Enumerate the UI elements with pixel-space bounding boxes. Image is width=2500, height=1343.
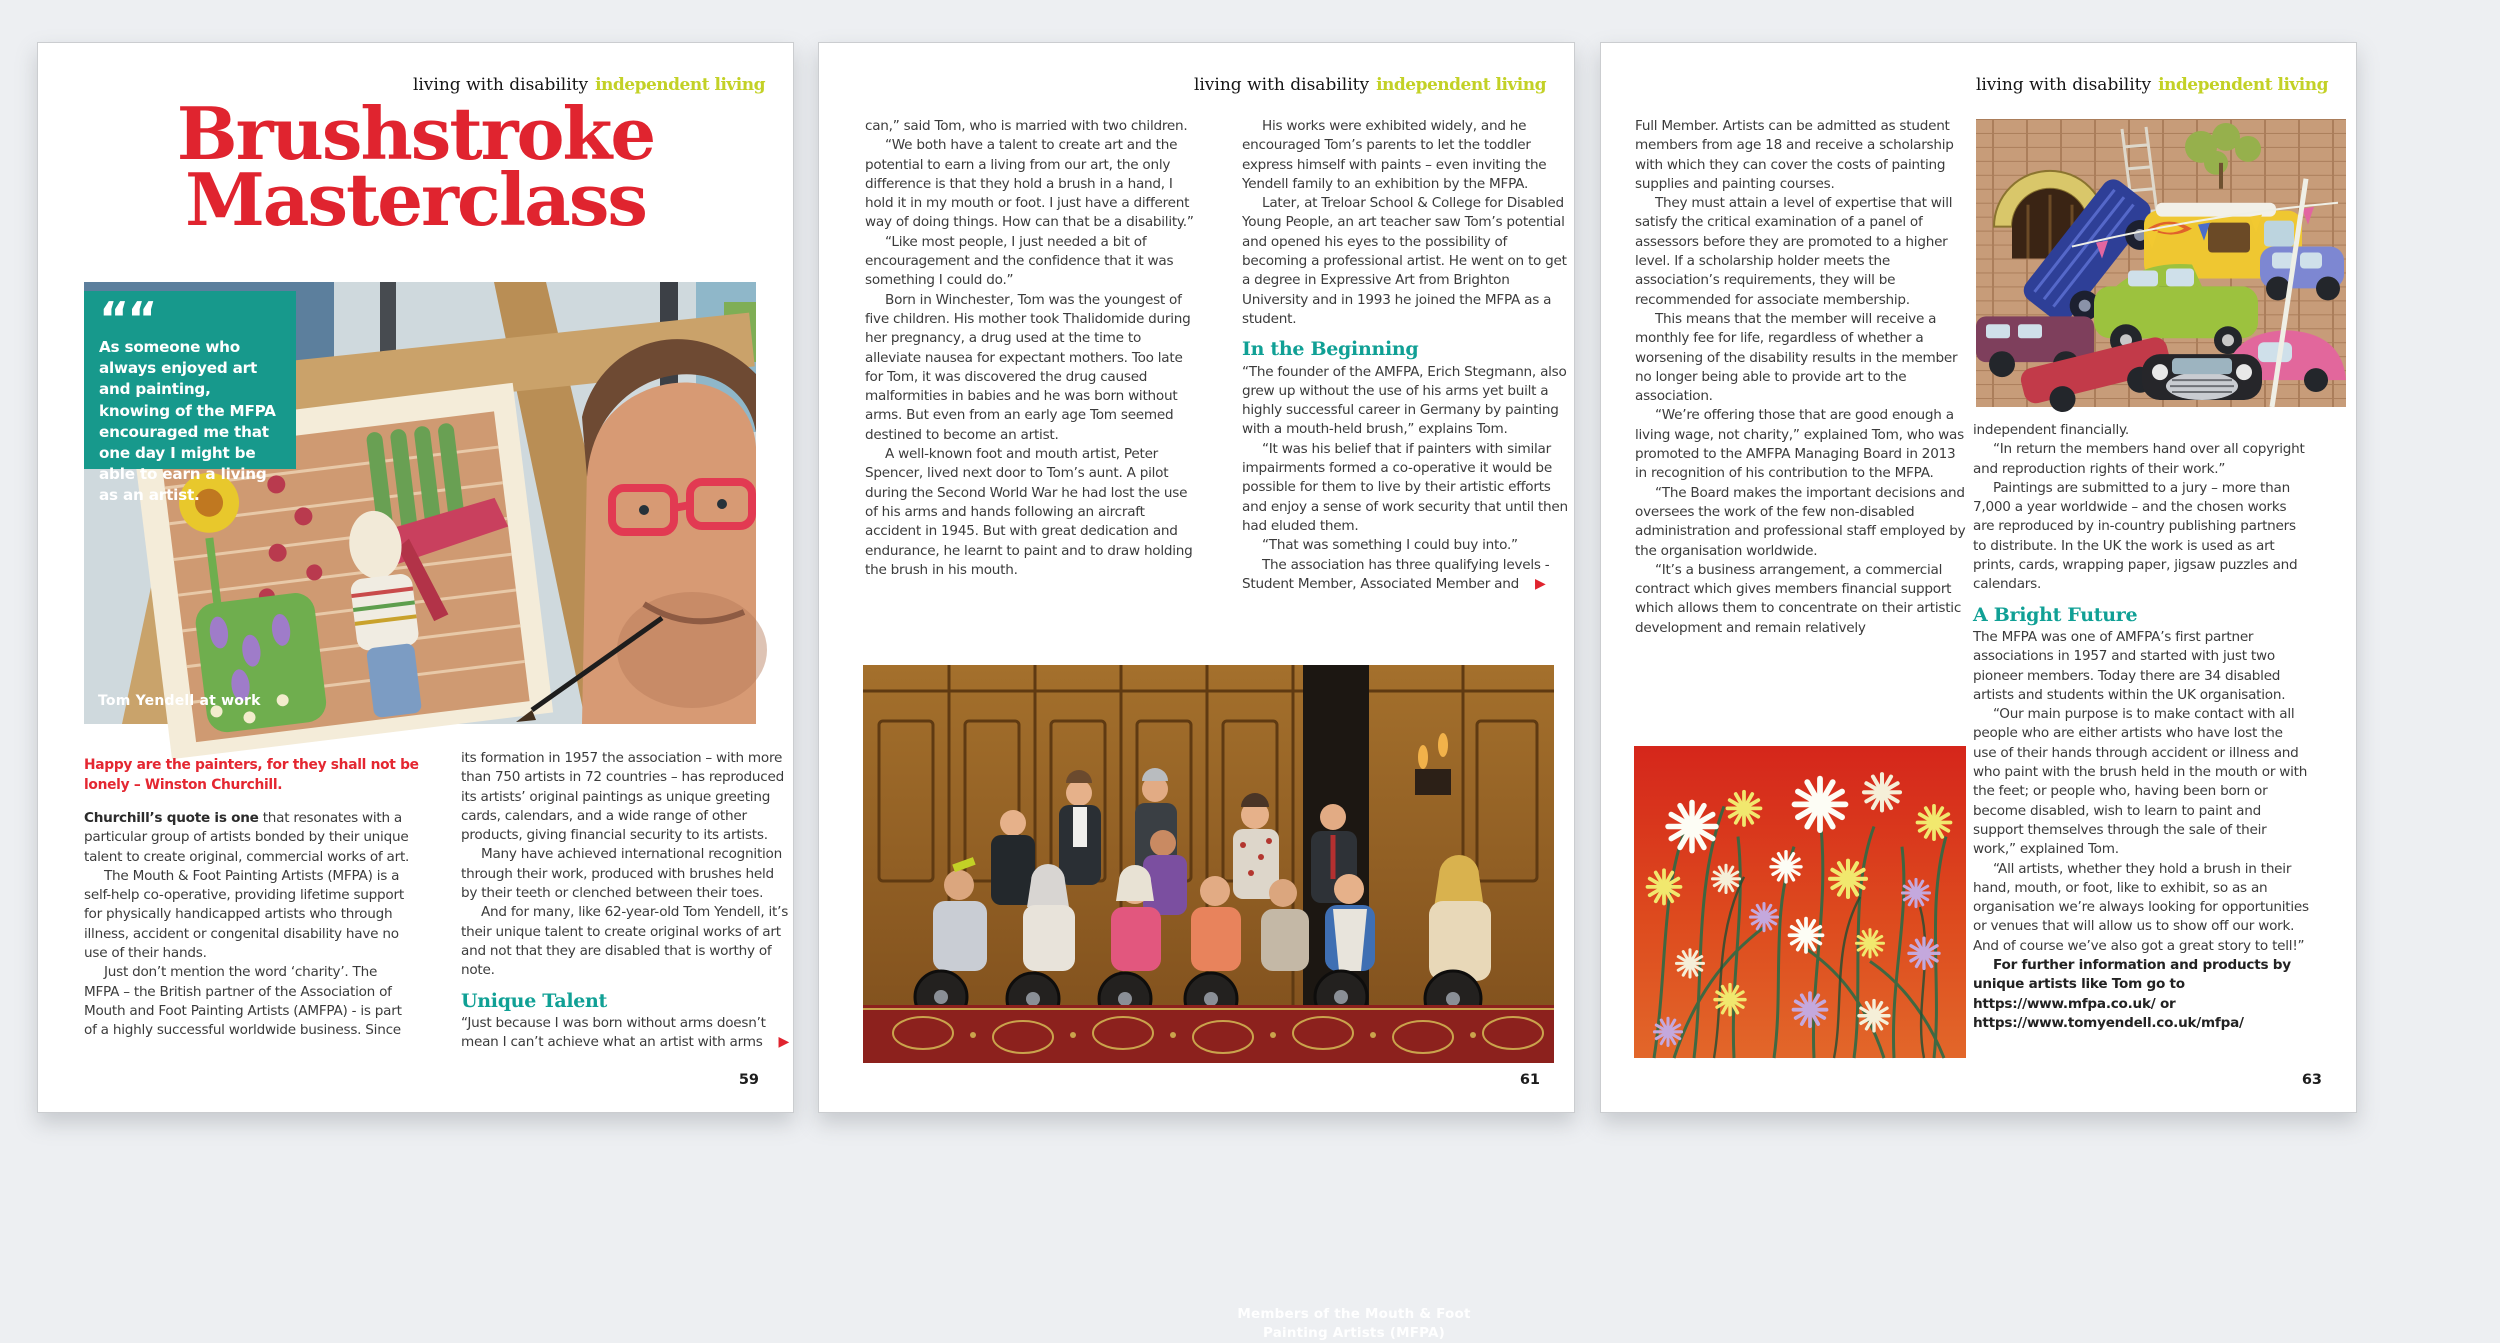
paragraph: They must attain a level of expertise that will satisfy the critical examination of a panel of assessors before they are promoted to a higher level. If a scholarship holder meets the association’s requirements, they will be recommended for associate membership. [1635, 195, 1953, 308]
paragraph-text: The association has three qualifying levels - Student Member, Associated Member and [1242, 556, 1550, 592]
page-number: 59 [738, 1072, 759, 1088]
page1-column1 [84, 809, 416, 1041]
subhead-unique-talent: Unique Talent [461, 989, 608, 1012]
quote-mark-icon: ““ [99, 292, 156, 346]
magazine-page-59 [37, 42, 794, 1113]
paragraph: His works were exhibited widely, and he encouraged Tom’s parents to let the toddler express himself with paints – even inviting the Yendell family to an exhibition by the MFPA. [1242, 118, 1547, 192]
red-flower-painting-art [1634, 746, 1966, 1058]
paragraph: “It was his belief that if painters with similar impairments formed a co-operative it would be possible for them to live by their artistic efforts and enjoy a sense of work security that until then had eluded them. [1242, 440, 1568, 534]
paragraph: Later, at Treloar School & College for Disabled Young People, an art teacher saw Tom’s potential and opened his eyes to the possibility of becoming a professional artist. He went on to get a degree in Expressive Art from Brighton University and in 1993 he joined the MFPA as a student. [1242, 195, 1567, 327]
lead-in-bold: Churchill’s quote is one [84, 810, 259, 826]
article-title-line1: Brushstroke [176, 91, 655, 176]
section-header [1976, 75, 2328, 95]
paragraph: Paintings are submitted to a jury – more than 7,000 a year worldwide – and the chosen works are reproduced by in-country publishing partners to distribute. In the UK the work is used as art prints, cards, wrapping paper, jigsaw puzzles and calendars. [1973, 479, 2298, 593]
paragraph: Born in Winchester, Tom was the youngest of five children. His mother took Thalidomide during her pregnancy, a drug used at the time to alleviate nausea for expectant mothers. Too late for Tom, it was discovered the drug caused malformities in babies and he was born without arms. But even from an early age Tom seemed destined to become an artist. [865, 291, 1191, 443]
paragraph: A well-known foot and mouth artist, Peter Spencer, lived next door to Tom’s aunt. A pilot during the Second World War he had lost the use of his arms and hands following an aircraft accident in 1945. But with great dedication and endurance, he learnt to paint and to draw holding the brush in his mouth. [865, 446, 1193, 578]
paragraph: The MFPA was one of AMFPA’s first partner associations in 1957 and started with just two pioneer members. Today there are 34 disabled artists and students within the UK organisation. [1973, 628, 2286, 703]
paragraph: independent financially. [1973, 422, 2129, 438]
photo-caption: Members of the Mouth & Foot Painting Artists (MFPA) [1237, 1306, 1471, 1341]
section-header-black: living with disability [412, 75, 589, 95]
continue-arrow-icon: ▶ [778, 1034, 790, 1051]
photo-caption: Tom Yendell at work [98, 693, 261, 709]
paragraph: “That was something I could buy into.” [1262, 537, 1518, 554]
lead-in-rest: that resonates with a particular group of artists bonded by their unique talent to create original, commercial works of art. [84, 810, 410, 865]
red-flower-painting [1634, 746, 1966, 1058]
paragraph: “We both have a talent to create art and the potential to earn a living from our art, the only difference is that they hold a brush in a hand, I hold it in my mouth or foot. I just have a different way of doing things. How can that be a disability.” [865, 137, 1194, 231]
subhead-in-the-beginning: In the Beginning [1242, 338, 1419, 361]
paragraph: “Like most people, I just needed a bit of encouragement and the confidence that it was something I could do.” [865, 233, 1174, 289]
page3-column2 [1973, 421, 2309, 1033]
paragraph: “In return the members hand over all copyright and reproduction rights of their work.” [1973, 441, 2305, 477]
section-header [1194, 75, 1546, 95]
article-title-line2: Masterclass [185, 157, 646, 242]
pull-quote-text: As someone who always enjoyed art and painting, knowing of the MFPA encouraged me that one day I might be able to earn a living as an artist. [99, 338, 276, 505]
magazine-page-63 [1600, 42, 2357, 1113]
mfpa-group-photo-art [863, 665, 1554, 1063]
car-stack-painting [1976, 119, 2346, 407]
continue-arrow-icon: ▶ [1534, 575, 1546, 592]
paragraph: Many have achieved international recognition through their work, produced with brushes held by their teeth or clenched between their toes. [461, 846, 782, 902]
paragraph: The Mouth & Foot Painting Artists (MFPA) is a self-help co-operative, providing lifetime support for physically handicapped artists who through illness, accident or congenital disability have no use of their hands. [84, 867, 404, 962]
article-title [38, 91, 793, 242]
car-stack-painting-art [1976, 119, 2346, 407]
section-header-black: living with disability [1975, 75, 2152, 95]
paragraph: “The Board makes the important decisions and oversees the work of the few non-disabled administration and professional staff employed by the organisation worldwide. [1635, 484, 1966, 559]
section-header-lime: independent living [1376, 75, 1546, 95]
further-info-note: For further information and products by unique artists like Tom go to https://www.mfpa.co.uk/ or https://www.tomyendell.co.uk/mfpa/ [1973, 957, 2291, 1031]
paragraph: can,” said Tom, who is married with two children. [865, 118, 1188, 134]
subhead-a-bright-future: A Bright Future [1973, 603, 2138, 626]
section-header-lime: independent living [2158, 75, 2328, 95]
paragraph: “We’re offering those that are good enough a living wage, not charity,” explained Tom, who was promoted to the AMFPA Managing Board in 2013 in recognition of his contribution to the MFPA. [1635, 407, 1964, 482]
section-header-lime: independent living [595, 75, 765, 95]
paragraph: “It’s a business arrangement, a commercial contract which gives members financial support which allows them to concentrate on their artistic development and remain relatively [1635, 561, 1962, 636]
paragraph: Full Member. Artists can be admitted as student members from age 18 and receive a scholarship with which they can cover the costs of painting supplies and painting courses. [1635, 118, 1954, 192]
paragraph: its formation in 1957 the association – with more than 750 artists in 72 countries – has reproduced its artists’ original paintings as unique greeting cards, calendars, and a wide range of other products, giving financial security to its artists. [461, 750, 784, 844]
paragraph: And for many, like 62-year-old Tom Yendell, it’s their unique talent to create original works of art and not that they are disabled that is worthy of note. [461, 904, 789, 979]
page2-column1 [865, 117, 1197, 580]
pull-quote-box [84, 291, 296, 505]
paragraph: This means that the member will receive a monthly fee for life, regardless of whether a worsening of the disability results in the member no longer being able to provide art to the association. [1635, 310, 1958, 405]
page-number: 61 [1519, 1072, 1540, 1088]
section-header-black: living with disability [1193, 75, 1370, 95]
page1-column2 [461, 749, 793, 1052]
page3-column1 [1635, 117, 1967, 638]
paragraph: “Our main purpose is to make contact with all people who are either artists who have lost the use of their hands through accident or illness and who paint with the brush held in the mouth or with the feet; or people who, having been born or become disabled, wish to learn to paint and support themselves through the sale of their work,” explained Tom. [1973, 706, 2308, 858]
paragraph: “The founder of the AMFPA, Erich Stegmann, also grew up without the use of his arms yet built a highly successful career in Germany by painting with a mouth-held brush,” explains Tom. [1242, 363, 1567, 438]
magazine-page-61 [818, 42, 1575, 1341]
paragraph: “All artists, whether they hold a brush in their hand, mouth, or foot, like to exhibit, so as an organisation we’re always looking for opportunities or venues that will allow us to show off our work. And of course we’ve also got a great story to tell!” [1973, 860, 2309, 954]
paragraph: Just don’t mention the word ‘charity’. The MFPA – the British partner of the Association of Mouth and Foot Painting Artists (AMFPA) - is part of a highly successful worldwide business. Since [84, 964, 402, 1039]
page2-column2 [1242, 117, 1574, 594]
paragraph [461, 1014, 793, 1053]
paragraph [84, 809, 416, 867]
intro-quote: Happy are the painters, for they shall not be lonely – Winston Churchill. [84, 757, 419, 793]
paragraph-text: “Just because I was born without arms doesn’t mean I can’t achieve what an artist with arms [461, 1014, 766, 1051]
paragraph [1242, 556, 1574, 595]
page-number: 63 [2301, 1072, 2322, 1088]
